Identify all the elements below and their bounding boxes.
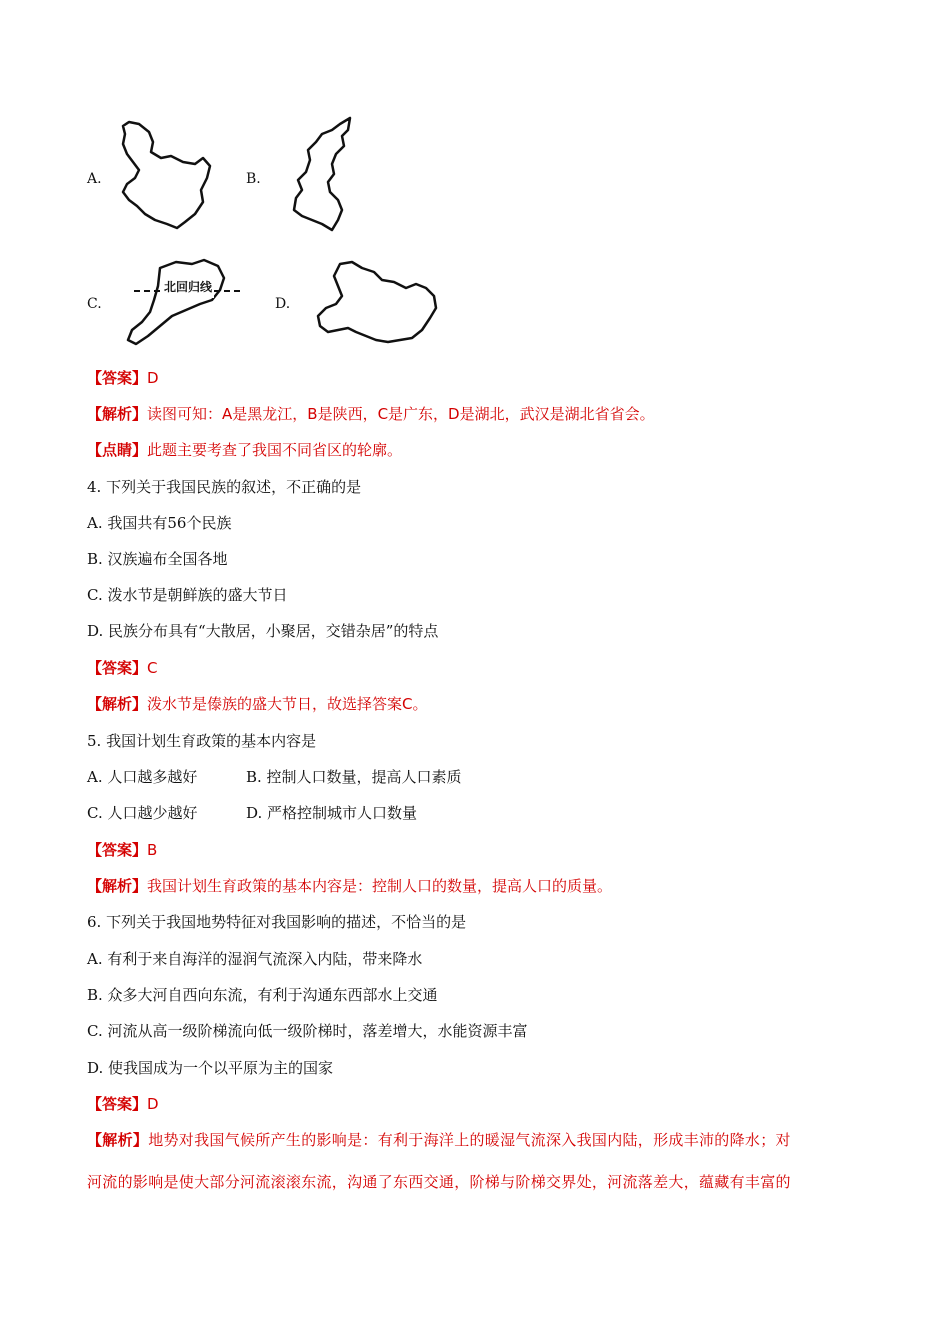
option-d-label: D.: [275, 296, 291, 312]
q6-option-b: B. 众多大河自西向东流，有利于沟通东西部水上交通: [87, 986, 438, 1004]
q6-option-d: D. 使我国成为一个以平原为主的国家: [87, 1059, 334, 1077]
map-shaanxi: [288, 116, 358, 234]
q5-analysis: 【解析】我国计划生育政策的基本内容是：控制人口的数量，提高人口的质量。: [87, 877, 613, 895]
map-hubei: [312, 258, 440, 348]
q6-option-a: A. 有利于来自海洋的湿润气流深入内陆，带来降水: [87, 950, 423, 968]
map-heilongjiang: [115, 118, 215, 233]
q6-analysis-line1: 【解析】地势对我国气候所产生的影响是：有利于海洋上的暖湿气流深入我国内陆，形成丰沛的降水；对: [87, 1131, 791, 1149]
tropic-of-cancer-label: 北回归线: [164, 280, 213, 294]
q4-stem: 4. 下列关于我国民族的叙述，不正确的是: [87, 478, 362, 496]
q6-answer: 【答案】D: [87, 1095, 159, 1113]
q5-stem: 5. 我国计划生育政策的基本内容是: [87, 732, 317, 750]
q3-analysis: 【解析】读图可知：A是黑龙江，B是陕西，C是广东，D是湖北，武汉是湖北省省会。: [87, 405, 655, 423]
q4-option-a: A. 我国共有56个民族: [87, 514, 232, 532]
q5-answer: 【答案】B: [87, 841, 158, 859]
q3-answer: 【答案】D: [87, 369, 159, 387]
q6-analysis-line2: 河流的影响是使大部分河流滚滚东流，沟通了东西交通，阶梯与阶梯交界处，河流落差大，蕴藏有丰富的: [87, 1173, 791, 1191]
q3-comment: 【点睛】此题主要考查了我国不同省区的轮廓。: [87, 441, 403, 459]
q6-option-c: C. 河流从高一级阶梯流向低一级阶梯时，落差增大，水能资源丰富: [87, 1022, 528, 1040]
option-c-label: C.: [87, 296, 102, 312]
q5-option-b: B. 控制人口数量，提高人口素质: [246, 768, 462, 786]
q4-option-c: C. 泼水节是朝鲜族的盛大节日: [87, 586, 288, 604]
q4-option-b: B. 汉族遍布全国各地: [87, 550, 228, 568]
q5-option-a: A. 人口越多越好: [87, 768, 198, 786]
q5-option-c: C. 人口越少越好: [87, 804, 198, 822]
option-a-label: A.: [87, 171, 102, 187]
q5-option-d: D. 严格控制城市人口数量: [246, 804, 418, 822]
q4-option-d: D. 民族分布具有“大散居，小聚居，交错杂居”的特点: [87, 622, 439, 640]
map-guangdong: [120, 256, 245, 348]
q4-answer: 【答案】C: [87, 659, 158, 677]
q4-analysis: 【解析】泼水节是傣族的盛大节日，故选择答案C。: [87, 695, 428, 713]
option-b-label: B.: [246, 171, 261, 187]
q6-stem: 6. 下列关于我国地势特征对我国影响的描述，不恰当的是: [87, 913, 467, 931]
